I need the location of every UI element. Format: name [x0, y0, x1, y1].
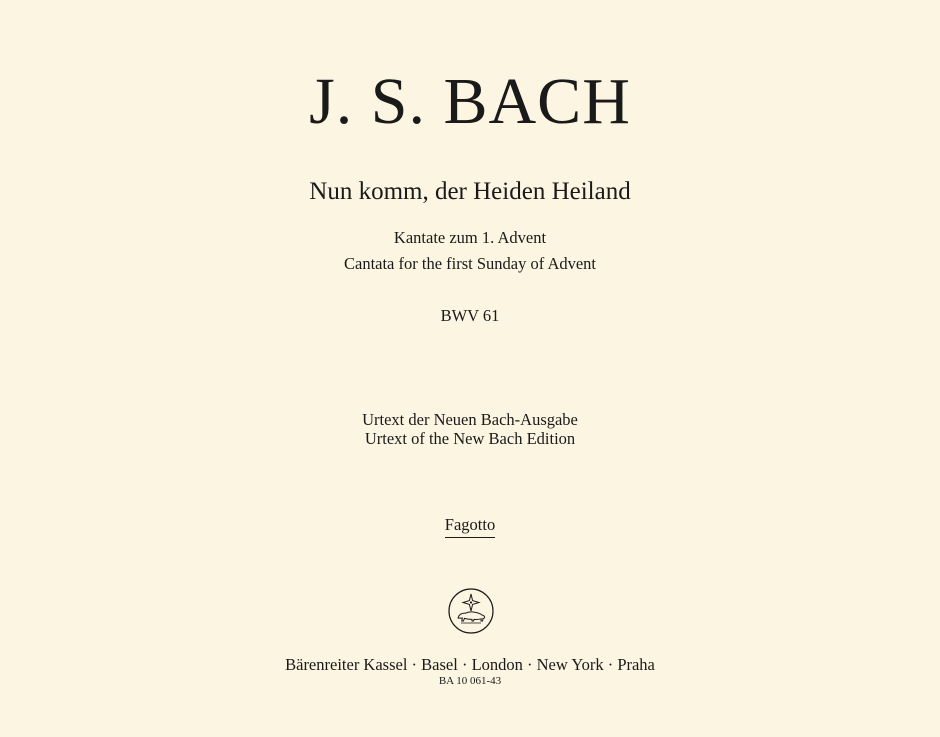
publisher-line: Bärenreiter Kassel · Basel · London · New York · Praha [285, 655, 655, 674]
instrument-block [0, 514, 940, 538]
urtext-german: Urtext der Neuen Bach-Ausgabe [362, 410, 578, 429]
edition-number: BA 10 061-43 [438, 675, 502, 687]
bwv-number: BWV 61 [440, 306, 500, 325]
urtext-english: Urtext of the New Bach Edition [364, 429, 576, 448]
baerenreiter-bear-star-logo-icon [447, 587, 495, 635]
work-title: Nun komm, der Heiden Heiland [309, 178, 631, 205]
subtitle-english: Cantata for the first Sunday of Advent [343, 254, 597, 273]
instrument-label: Fagotto [445, 514, 495, 538]
subtitle-german: Kantate zum 1. Advent [393, 228, 547, 247]
composer-name: J. S. BACH [309, 65, 631, 138]
